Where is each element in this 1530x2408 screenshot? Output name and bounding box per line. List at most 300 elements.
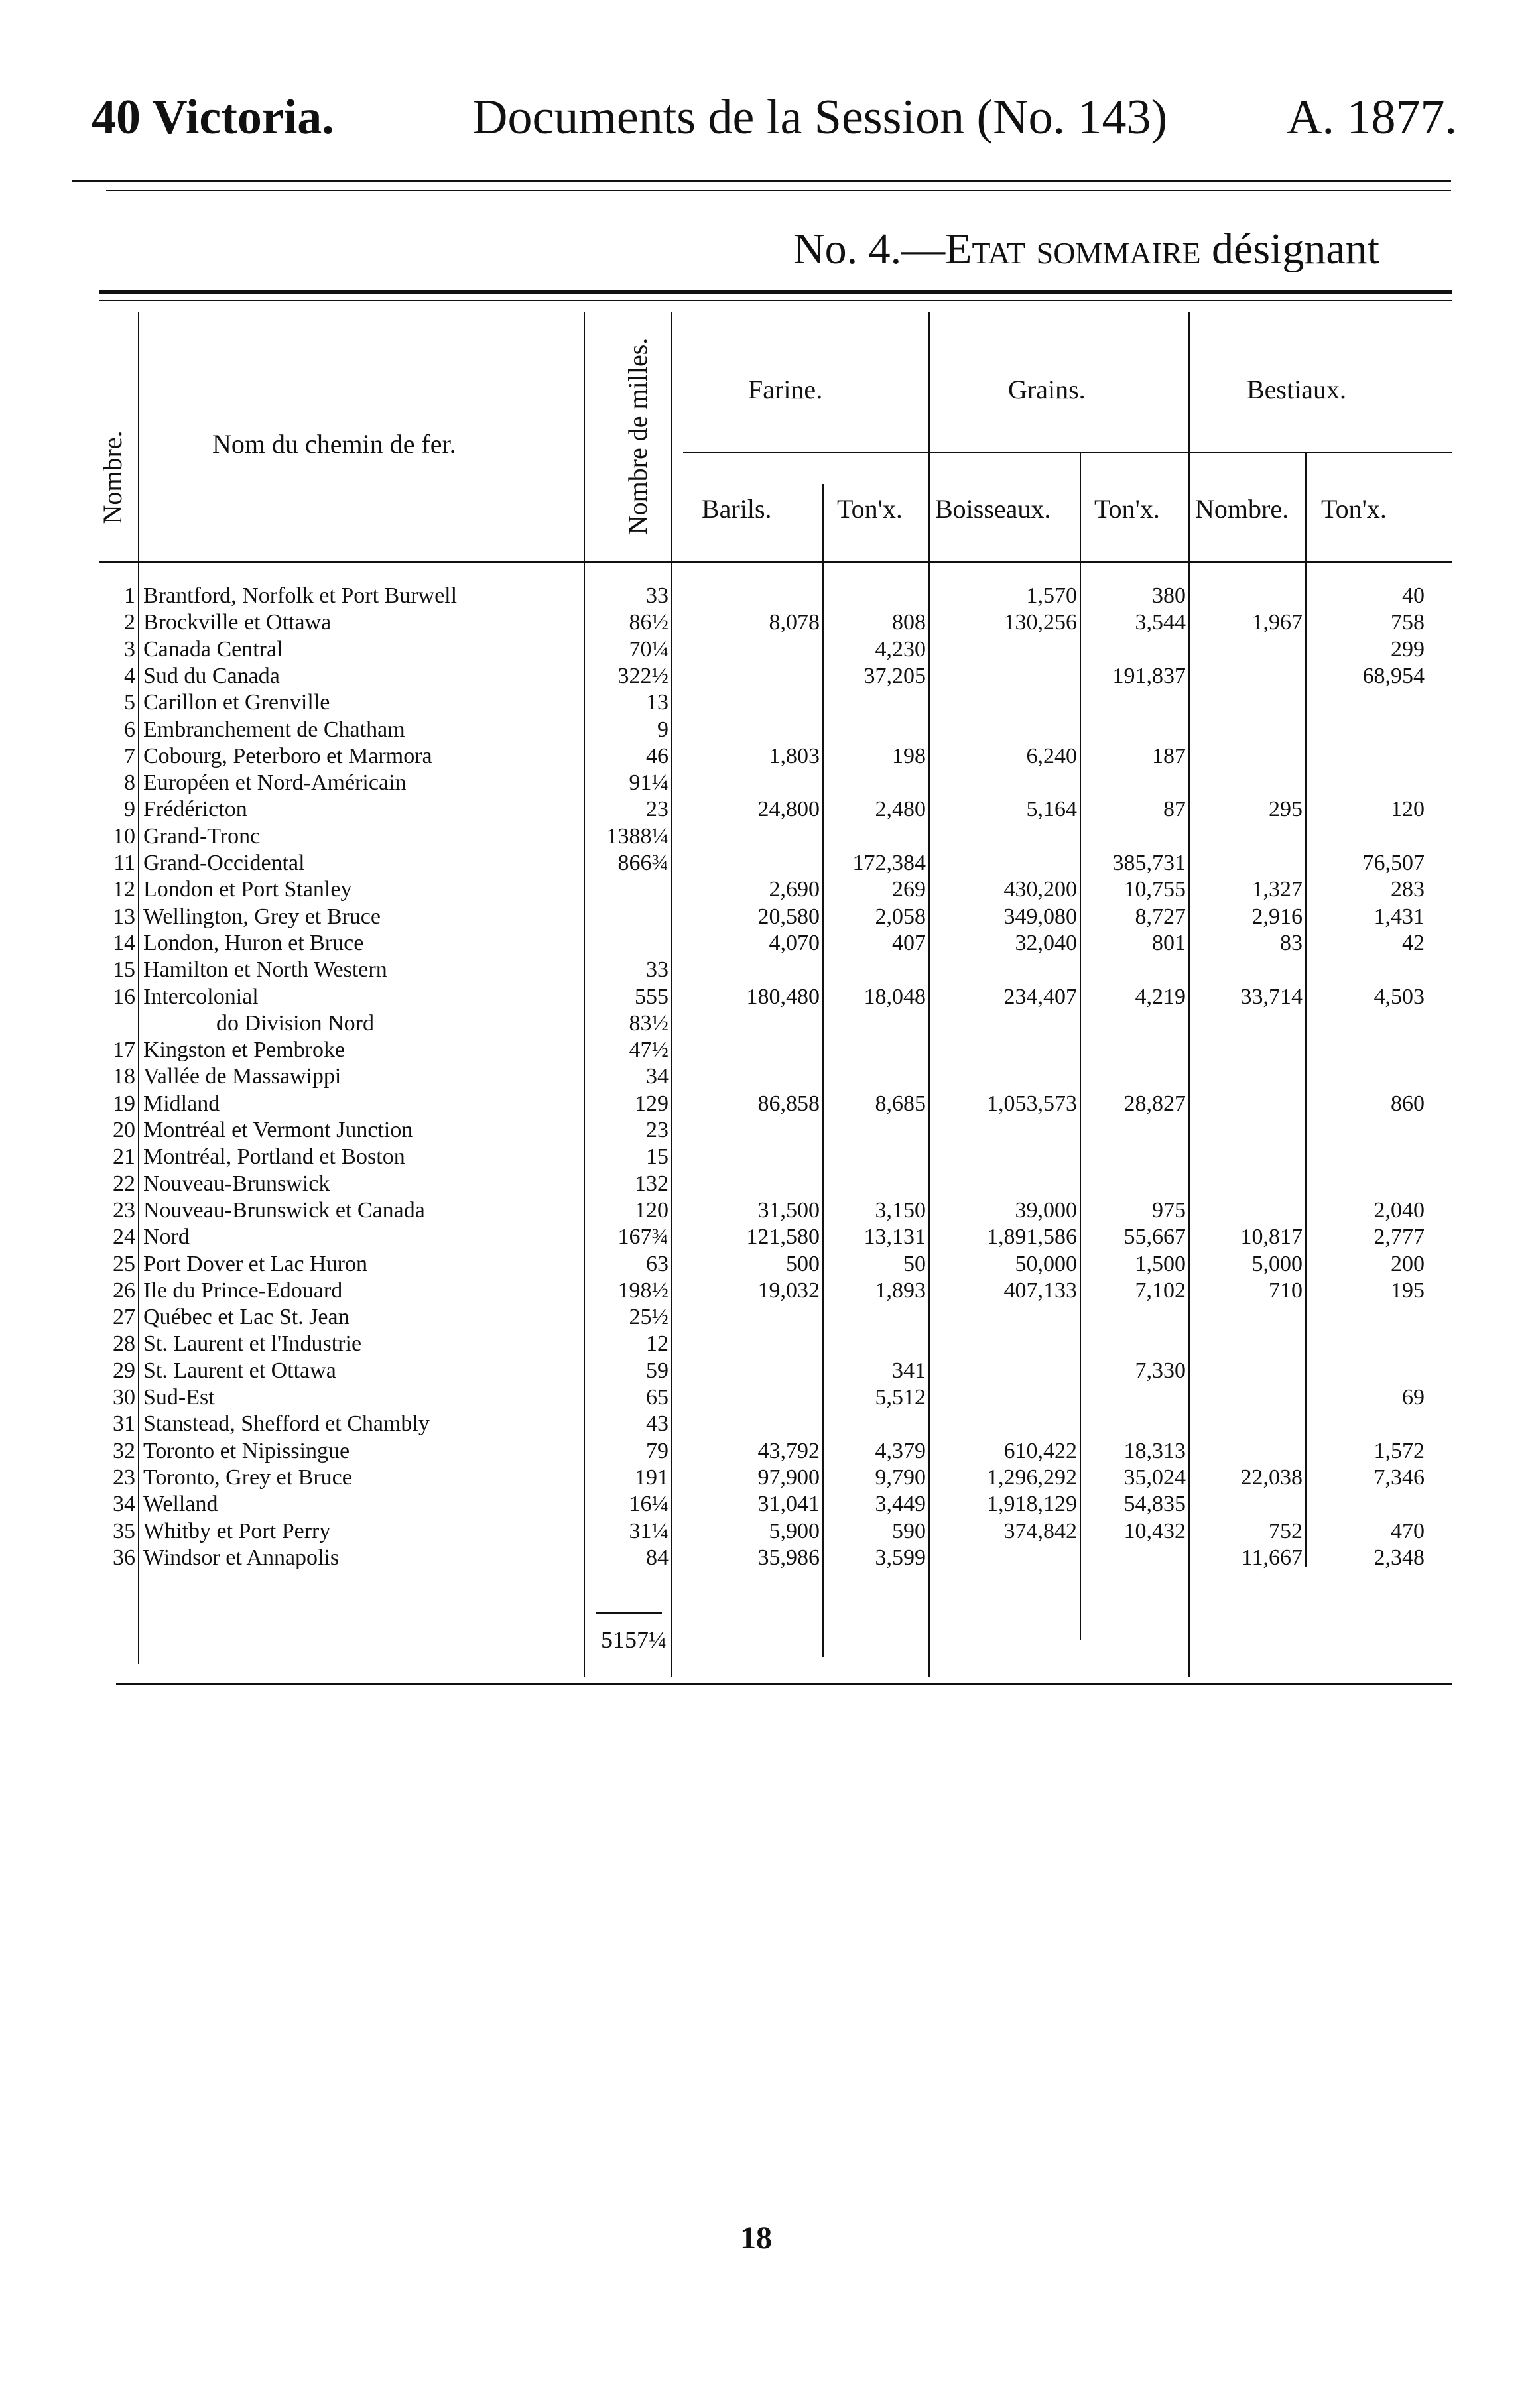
- cell-barils: 20,580: [757, 904, 820, 929]
- cell-miles: 70¼: [629, 636, 669, 662]
- cell-bois: 130,256: [1003, 610, 1077, 635]
- cell-nb: 752: [1269, 1518, 1303, 1543]
- cell-tf: [825, 690, 926, 715]
- cell-miles: [588, 931, 669, 955]
- cell-bois: [931, 690, 1077, 715]
- cell-tg: 10,432: [1123, 1518, 1186, 1543]
- cell-name: Nord: [143, 1225, 190, 1250]
- miles-total-rule: [596, 1612, 662, 1614]
- cell-name: Nouveau-Brunswick et Canada: [143, 1197, 425, 1223]
- cell-n: 10: [113, 823, 135, 849]
- header-boisseaux: Boisseaux.: [935, 494, 1051, 524]
- cell-bois: 5,164: [1026, 797, 1077, 822]
- cell-name: Frédéricton: [143, 797, 247, 822]
- header-grains: Grains.: [1008, 375, 1086, 404]
- cell-tg: [1082, 690, 1186, 715]
- cell-n: 35: [113, 1518, 135, 1543]
- cell-name: Stanstead, Shefford et Chambly: [143, 1412, 430, 1437]
- cell-tf: 407: [892, 930, 926, 955]
- cell-name: Toronto et Nipissingue: [143, 1438, 350, 1463]
- cell-tb: 195: [1391, 1278, 1425, 1303]
- cell-miles: 9: [657, 717, 669, 742]
- cell-nb: 11,667: [1241, 1545, 1303, 1570]
- vrule-miles: [671, 312, 672, 1677]
- cell-tb: [1308, 690, 1425, 715]
- cell-n: 16: [113, 984, 135, 1009]
- cell-name: Européen et Nord-Américain: [143, 770, 407, 796]
- cell-tb: [1308, 957, 1425, 982]
- cell-nb: [1191, 957, 1303, 982]
- cell-bois: [931, 1358, 1077, 1383]
- cell-tf: [825, 1331, 926, 1356]
- cell-tb: 7,346: [1373, 1465, 1425, 1490]
- cell-tb: [1308, 1144, 1425, 1169]
- cell-bois: [931, 1412, 1077, 1436]
- cell-nb: [1191, 690, 1303, 715]
- cell-name: Montréal et Vermont Junction: [143, 1118, 413, 1142]
- cell-n: 29: [113, 1358, 135, 1383]
- cell-tf: 5,512: [875, 1385, 926, 1410]
- cell-n: 2: [124, 610, 135, 635]
- cell-tg: 7,102: [1135, 1278, 1186, 1303]
- cell-bois: 50,000: [1015, 1251, 1077, 1276]
- cell-tg: 10,755: [1123, 877, 1186, 902]
- cell-barils: [674, 1144, 820, 1169]
- cell-tg: [1082, 1385, 1186, 1410]
- cell-tb: 758: [1391, 610, 1425, 635]
- cell-tg: 87: [1163, 797, 1186, 822]
- cell-bois: [931, 1385, 1077, 1410]
- cell-nb: [1191, 851, 1303, 875]
- cell-miles: 91¼: [629, 770, 669, 796]
- cell-nb: [1191, 717, 1303, 742]
- cell-name: Midland: [143, 1091, 220, 1116]
- cell-barils: 31,041: [757, 1492, 820, 1517]
- header-farine: Farine.: [748, 375, 823, 404]
- cell-name: Intercolonial: [143, 984, 259, 1009]
- cell-tb: [1308, 1038, 1425, 1062]
- cell-tg: 28,827: [1123, 1091, 1186, 1116]
- subtitle-suffix: désignant: [1200, 225, 1379, 273]
- cell-tf: 8,685: [875, 1091, 926, 1116]
- cell-tf: [825, 1011, 926, 1036]
- cell-bois: [931, 1118, 1077, 1142]
- cell-tf: 172,384: [852, 851, 926, 875]
- cell-tb: 1,572: [1373, 1438, 1425, 1463]
- cell-name: St. Laurent et Ottawa: [143, 1358, 336, 1383]
- cell-tb: 2,040: [1373, 1197, 1425, 1223]
- cell-nb: 1,967: [1251, 610, 1303, 635]
- cell-tf: 341: [892, 1358, 926, 1383]
- cell-barils: [674, 664, 820, 688]
- cell-tf: [825, 583, 926, 608]
- cell-tb: [1308, 1305, 1425, 1329]
- cell-name: Brockville et Ottawa: [143, 610, 332, 635]
- cell-nb: 10,817: [1240, 1225, 1303, 1250]
- column-header-rule: [99, 561, 1452, 563]
- cell-miles: 25½: [629, 1305, 669, 1330]
- cell-tg: 8,727: [1135, 904, 1186, 929]
- cell-bois: [931, 1331, 1077, 1356]
- cell-barils: [674, 957, 820, 982]
- cell-tb: [1308, 744, 1425, 768]
- cell-name: Grand-Tronc: [143, 823, 261, 849]
- cell-tb: [1308, 717, 1425, 742]
- cell-tb: 42: [1402, 930, 1425, 955]
- cell-nb: [1191, 1118, 1303, 1142]
- cell-n: 22: [113, 1171, 135, 1196]
- cell-nb: 710: [1269, 1278, 1303, 1303]
- cell-tg: [1082, 1038, 1186, 1062]
- cell-barils: [674, 637, 820, 662]
- cell-tf: [825, 1064, 926, 1089]
- cell-tb: 299: [1391, 636, 1425, 662]
- cell-nb: [1191, 1172, 1303, 1196]
- cell-barils: [674, 717, 820, 742]
- cell-bois: 1,570: [1026, 583, 1077, 608]
- cell-bois: 1,918,129: [987, 1492, 1077, 1517]
- cell-tg: 975: [1152, 1197, 1186, 1223]
- cell-tf: [825, 1118, 926, 1142]
- cell-bois: [931, 717, 1077, 742]
- cell-tg: [1082, 1305, 1186, 1329]
- cell-miles: 13: [646, 690, 669, 715]
- cell-nb: [1191, 637, 1303, 662]
- table-rule-top-thick: [99, 290, 1452, 294]
- cell-n: 36: [113, 1545, 135, 1570]
- cell-barils: 8,078: [769, 610, 820, 635]
- cell-miles: 132: [635, 1171, 669, 1196]
- header-left: 40 Victoria.: [92, 90, 334, 145]
- cell-name: Whitby et Port Perry: [143, 1518, 331, 1543]
- cell-tf: 2,480: [875, 797, 926, 822]
- cell-n: 21: [113, 1144, 135, 1170]
- cell-bois: [931, 1172, 1077, 1196]
- cell-bois: 6,240: [1026, 743, 1077, 768]
- cell-tg: [1082, 1331, 1186, 1356]
- cell-barils: [674, 1011, 820, 1036]
- cell-miles: 31¼: [629, 1518, 669, 1543]
- cell-nb: 295: [1269, 797, 1303, 822]
- cell-nb: [1191, 1305, 1303, 1329]
- cell-name: Montréal, Portland et Boston: [143, 1144, 405, 1170]
- cell-bois: [931, 1038, 1077, 1062]
- cell-n: 30: [113, 1385, 135, 1410]
- cell-bois: 1,891,586: [987, 1225, 1077, 1250]
- cell-tf: [825, 824, 926, 849]
- header-nombre-bestiaux: Nombre.: [1195, 494, 1289, 524]
- cell-n: [80, 1011, 135, 1036]
- cell-tf: [825, 1144, 926, 1169]
- cell-miles: 15: [646, 1144, 669, 1170]
- cell-n: 20: [113, 1118, 135, 1142]
- cell-miles: 23: [646, 1118, 669, 1142]
- cell-barils: [674, 851, 820, 875]
- cell-miles: 63: [646, 1251, 669, 1276]
- cell-tg: 18,313: [1123, 1438, 1186, 1463]
- cell-miles: 59: [646, 1358, 669, 1383]
- cell-tb: [1308, 1064, 1425, 1089]
- cell-tb: 40: [1402, 583, 1425, 608]
- cell-miles: 33: [646, 957, 669, 983]
- cell-barils: [674, 1331, 820, 1356]
- cell-tg: [1082, 1545, 1186, 1570]
- cell-tf: 13,131: [863, 1225, 926, 1250]
- cell-n: 28: [113, 1331, 135, 1356]
- vrule-number: [138, 312, 139, 1664]
- cell-bois: 349,080: [1003, 904, 1077, 929]
- cell-miles: 47½: [629, 1038, 669, 1063]
- header-tonx-grains: Ton'x.: [1094, 494, 1160, 524]
- cell-tg: 801: [1152, 930, 1186, 955]
- cell-name: Windsor et Annapolis: [143, 1545, 340, 1570]
- cell-n: 23: [113, 1465, 135, 1490]
- subtitle-prefix: No. 4.—: [793, 225, 946, 273]
- header-tonx-bestiaux: Ton'x.: [1321, 494, 1387, 524]
- cell-tb: [1308, 1412, 1425, 1436]
- cell-nb: 5,000: [1251, 1251, 1303, 1276]
- cell-n: 11: [113, 851, 135, 875]
- cell-name: Kingston et Pembroke: [143, 1038, 346, 1063]
- cell-barils: [674, 1412, 820, 1436]
- cell-miles: 79: [646, 1438, 669, 1463]
- cell-tb: 4,503: [1373, 984, 1425, 1009]
- cell-tg: 385,731: [1112, 851, 1186, 875]
- cell-tg: [1082, 1144, 1186, 1169]
- cell-bois: [931, 957, 1077, 982]
- cell-bois: [931, 664, 1077, 688]
- cell-tb: 470: [1391, 1518, 1425, 1543]
- header-number: Nombre.: [97, 430, 127, 524]
- cell-barils: 5,900: [769, 1518, 820, 1543]
- cell-name: Cobourg, Peterboro et Marmora: [143, 743, 432, 768]
- header-right: A. 1877.: [1287, 90, 1457, 145]
- cell-nb: [1191, 1144, 1303, 1169]
- miles-total: 5157¼: [601, 1626, 667, 1653]
- cell-miles: [588, 904, 669, 929]
- cell-barils: [674, 824, 820, 849]
- cell-bois: [931, 1011, 1077, 1036]
- cell-bois: 374,842: [1003, 1518, 1077, 1543]
- cell-miles: 83½: [629, 1010, 669, 1036]
- cell-tg: 35,024: [1123, 1465, 1186, 1490]
- cell-tg: [1082, 1118, 1186, 1142]
- cell-n: 31: [113, 1412, 135, 1437]
- cell-tg: 55,667: [1123, 1225, 1186, 1250]
- cell-tg: 3,544: [1135, 610, 1186, 635]
- cell-name: Carillon et Grenville: [143, 690, 330, 715]
- cell-miles: 34: [646, 1064, 669, 1089]
- cell-n: 7: [124, 743, 135, 768]
- cell-bois: [931, 1144, 1077, 1169]
- header-bestiaux: Bestiaux.: [1247, 375, 1346, 404]
- cell-tg: [1082, 637, 1186, 662]
- cell-barils: [674, 1385, 820, 1410]
- cell-barils: 35,986: [757, 1545, 820, 1570]
- cell-miles: 555: [635, 984, 669, 1009]
- cell-nb: [1191, 1385, 1303, 1410]
- cell-tg: 191,837: [1112, 663, 1186, 688]
- cell-bois: [931, 1545, 1077, 1570]
- cell-tf: 4,379: [875, 1438, 926, 1463]
- header-railway-name: Nom du chemin de fer.: [212, 429, 456, 459]
- cell-n: 23: [113, 1197, 135, 1223]
- page-number: 18: [740, 2220, 772, 2256]
- cell-name: Wellington, Grey et Bruce: [143, 904, 381, 929]
- cell-tg: [1082, 717, 1186, 742]
- cell-n: 25: [113, 1251, 135, 1276]
- cell-tb: 76,507: [1362, 851, 1425, 875]
- cell-miles: 43: [646, 1412, 669, 1437]
- cell-tg: [1082, 1064, 1186, 1089]
- cell-tg: 54,835: [1123, 1492, 1186, 1517]
- cell-tg: [1082, 1412, 1186, 1436]
- group-header-rule: [683, 452, 1452, 453]
- cell-barils: [674, 1358, 820, 1383]
- cell-n: 1: [124, 583, 135, 608]
- header-tonx-farine: Ton'x.: [837, 494, 903, 524]
- cell-n: 13: [113, 904, 135, 929]
- cell-n: 24: [113, 1225, 135, 1250]
- cell-miles: 65: [646, 1385, 669, 1410]
- cell-tg: 187: [1152, 743, 1186, 768]
- cell-nb: [1191, 1439, 1303, 1463]
- cell-n: 34: [113, 1492, 135, 1517]
- cell-n: 9: [124, 797, 135, 822]
- cell-bois: [931, 1305, 1077, 1329]
- cell-tf: 37,205: [863, 663, 926, 688]
- cell-tb: 2,348: [1373, 1545, 1425, 1570]
- cell-barils: 180,480: [746, 984, 820, 1009]
- cell-miles: 198½: [617, 1278, 669, 1303]
- cell-n: 3: [124, 636, 135, 662]
- cell-name: Nouveau-Brunswick: [143, 1171, 330, 1196]
- cell-name: Grand-Occidental: [143, 851, 305, 875]
- vrule-farine: [928, 312, 930, 1677]
- header-miles: Nombre de milles.: [623, 337, 653, 535]
- cell-barils: [674, 1038, 820, 1062]
- cell-name: Welland: [143, 1492, 218, 1517]
- cell-tg: [1082, 1011, 1186, 1036]
- cell-barils: 86,858: [757, 1091, 820, 1116]
- cell-n: 8: [124, 770, 135, 796]
- cell-n: 4: [124, 663, 135, 688]
- cell-bois: 430,200: [1003, 877, 1077, 902]
- cell-n: 18: [113, 1064, 135, 1089]
- cell-tb: 68,954: [1362, 663, 1425, 688]
- vrule-grains: [1188, 312, 1190, 1677]
- cell-barils: 97,900: [757, 1465, 820, 1490]
- cell-name: Québec et Lac St. Jean: [143, 1305, 350, 1330]
- cell-nb: 33,714: [1240, 984, 1303, 1009]
- cell-name: London et Port Stanley: [143, 877, 352, 902]
- cell-tf: 3,150: [875, 1197, 926, 1223]
- cell-barils: [674, 1172, 820, 1196]
- cell-tf: 18,048: [863, 984, 926, 1009]
- cell-bois: 1,053,573: [987, 1091, 1077, 1116]
- cell-barils: [674, 1305, 820, 1329]
- cell-tf: 808: [892, 610, 926, 635]
- cell-barils: [674, 690, 820, 715]
- cell-tg: [1082, 1172, 1186, 1196]
- cell-miles: [588, 877, 669, 902]
- cell-name: Vallée de Massawippi: [143, 1064, 342, 1089]
- cell-miles: 120: [635, 1197, 669, 1223]
- cell-barils: [674, 583, 820, 608]
- cell-nb: [1191, 1331, 1303, 1356]
- cell-nb: [1191, 1038, 1303, 1062]
- cell-tb: [1308, 1358, 1425, 1383]
- cell-nb: [1191, 1091, 1303, 1116]
- cell-miles: 84: [646, 1545, 669, 1570]
- cell-barils: 31,500: [757, 1197, 820, 1223]
- cell-miles: 23: [646, 797, 669, 822]
- cell-name: Sud-Est: [143, 1385, 215, 1410]
- cell-bois: 234,407: [1003, 984, 1077, 1009]
- cell-tf: [825, 1038, 926, 1062]
- cell-tg: [1082, 957, 1186, 982]
- cell-bois: 610,422: [1003, 1438, 1077, 1463]
- cell-n: 17: [113, 1038, 135, 1063]
- cell-name: Hamilton et North Western: [143, 957, 387, 983]
- table-rule-top-thin: [99, 300, 1452, 301]
- cell-tf: 50: [903, 1251, 926, 1276]
- cell-tg: [1082, 770, 1186, 795]
- cell-n: 26: [113, 1278, 135, 1303]
- cell-barils: 2,690: [769, 877, 820, 902]
- cell-miles: 167¾: [617, 1225, 669, 1250]
- vrule-name: [584, 312, 585, 1677]
- cell-miles: 46: [646, 743, 669, 768]
- cell-tb: [1308, 1492, 1425, 1516]
- cell-name: St. Laurent et l'Industrie: [143, 1331, 362, 1356]
- cell-bois: [931, 770, 1077, 795]
- cell-tg: 1,500: [1135, 1251, 1186, 1276]
- cell-barils: [674, 1064, 820, 1089]
- header-barils: Barils.: [702, 494, 772, 524]
- cell-nb: [1191, 1412, 1303, 1436]
- cell-tg: [1082, 824, 1186, 849]
- cell-nb: [1191, 770, 1303, 795]
- cell-n: 5: [124, 690, 135, 715]
- cell-miles: 1388¼: [606, 823, 669, 849]
- cell-tb: 69: [1402, 1385, 1425, 1410]
- cell-nb: 22,038: [1240, 1465, 1303, 1490]
- cell-tf: 4,230: [875, 636, 926, 662]
- cell-bois: 39,000: [1015, 1197, 1077, 1223]
- cell-name: Sud du Canada: [143, 663, 280, 688]
- cell-barils: 121,580: [746, 1225, 820, 1250]
- cell-name: Toronto, Grey et Bruce: [143, 1465, 352, 1490]
- cell-n: 14: [113, 930, 135, 955]
- cell-miles: 322½: [617, 663, 669, 688]
- cell-bois: [931, 637, 1077, 662]
- cell-nb: 83: [1280, 930, 1303, 955]
- cell-n: 32: [113, 1438, 135, 1463]
- cell-tb: 2,777: [1373, 1225, 1425, 1250]
- cell-name: Port Dover et Lac Huron: [143, 1251, 368, 1276]
- cell-tg: 4,219: [1135, 984, 1186, 1009]
- cell-tb: [1308, 824, 1425, 849]
- cell-bois: [931, 824, 1077, 849]
- cell-nb: [1191, 1358, 1303, 1383]
- cell-tf: 1,893: [875, 1278, 926, 1303]
- cell-n: 15: [113, 957, 135, 983]
- cell-miles: 12: [646, 1331, 669, 1356]
- subtitle-small-caps: Etat sommaire: [945, 225, 1201, 273]
- cell-nb: [1191, 1198, 1303, 1223]
- cell-tb: 200: [1391, 1251, 1425, 1276]
